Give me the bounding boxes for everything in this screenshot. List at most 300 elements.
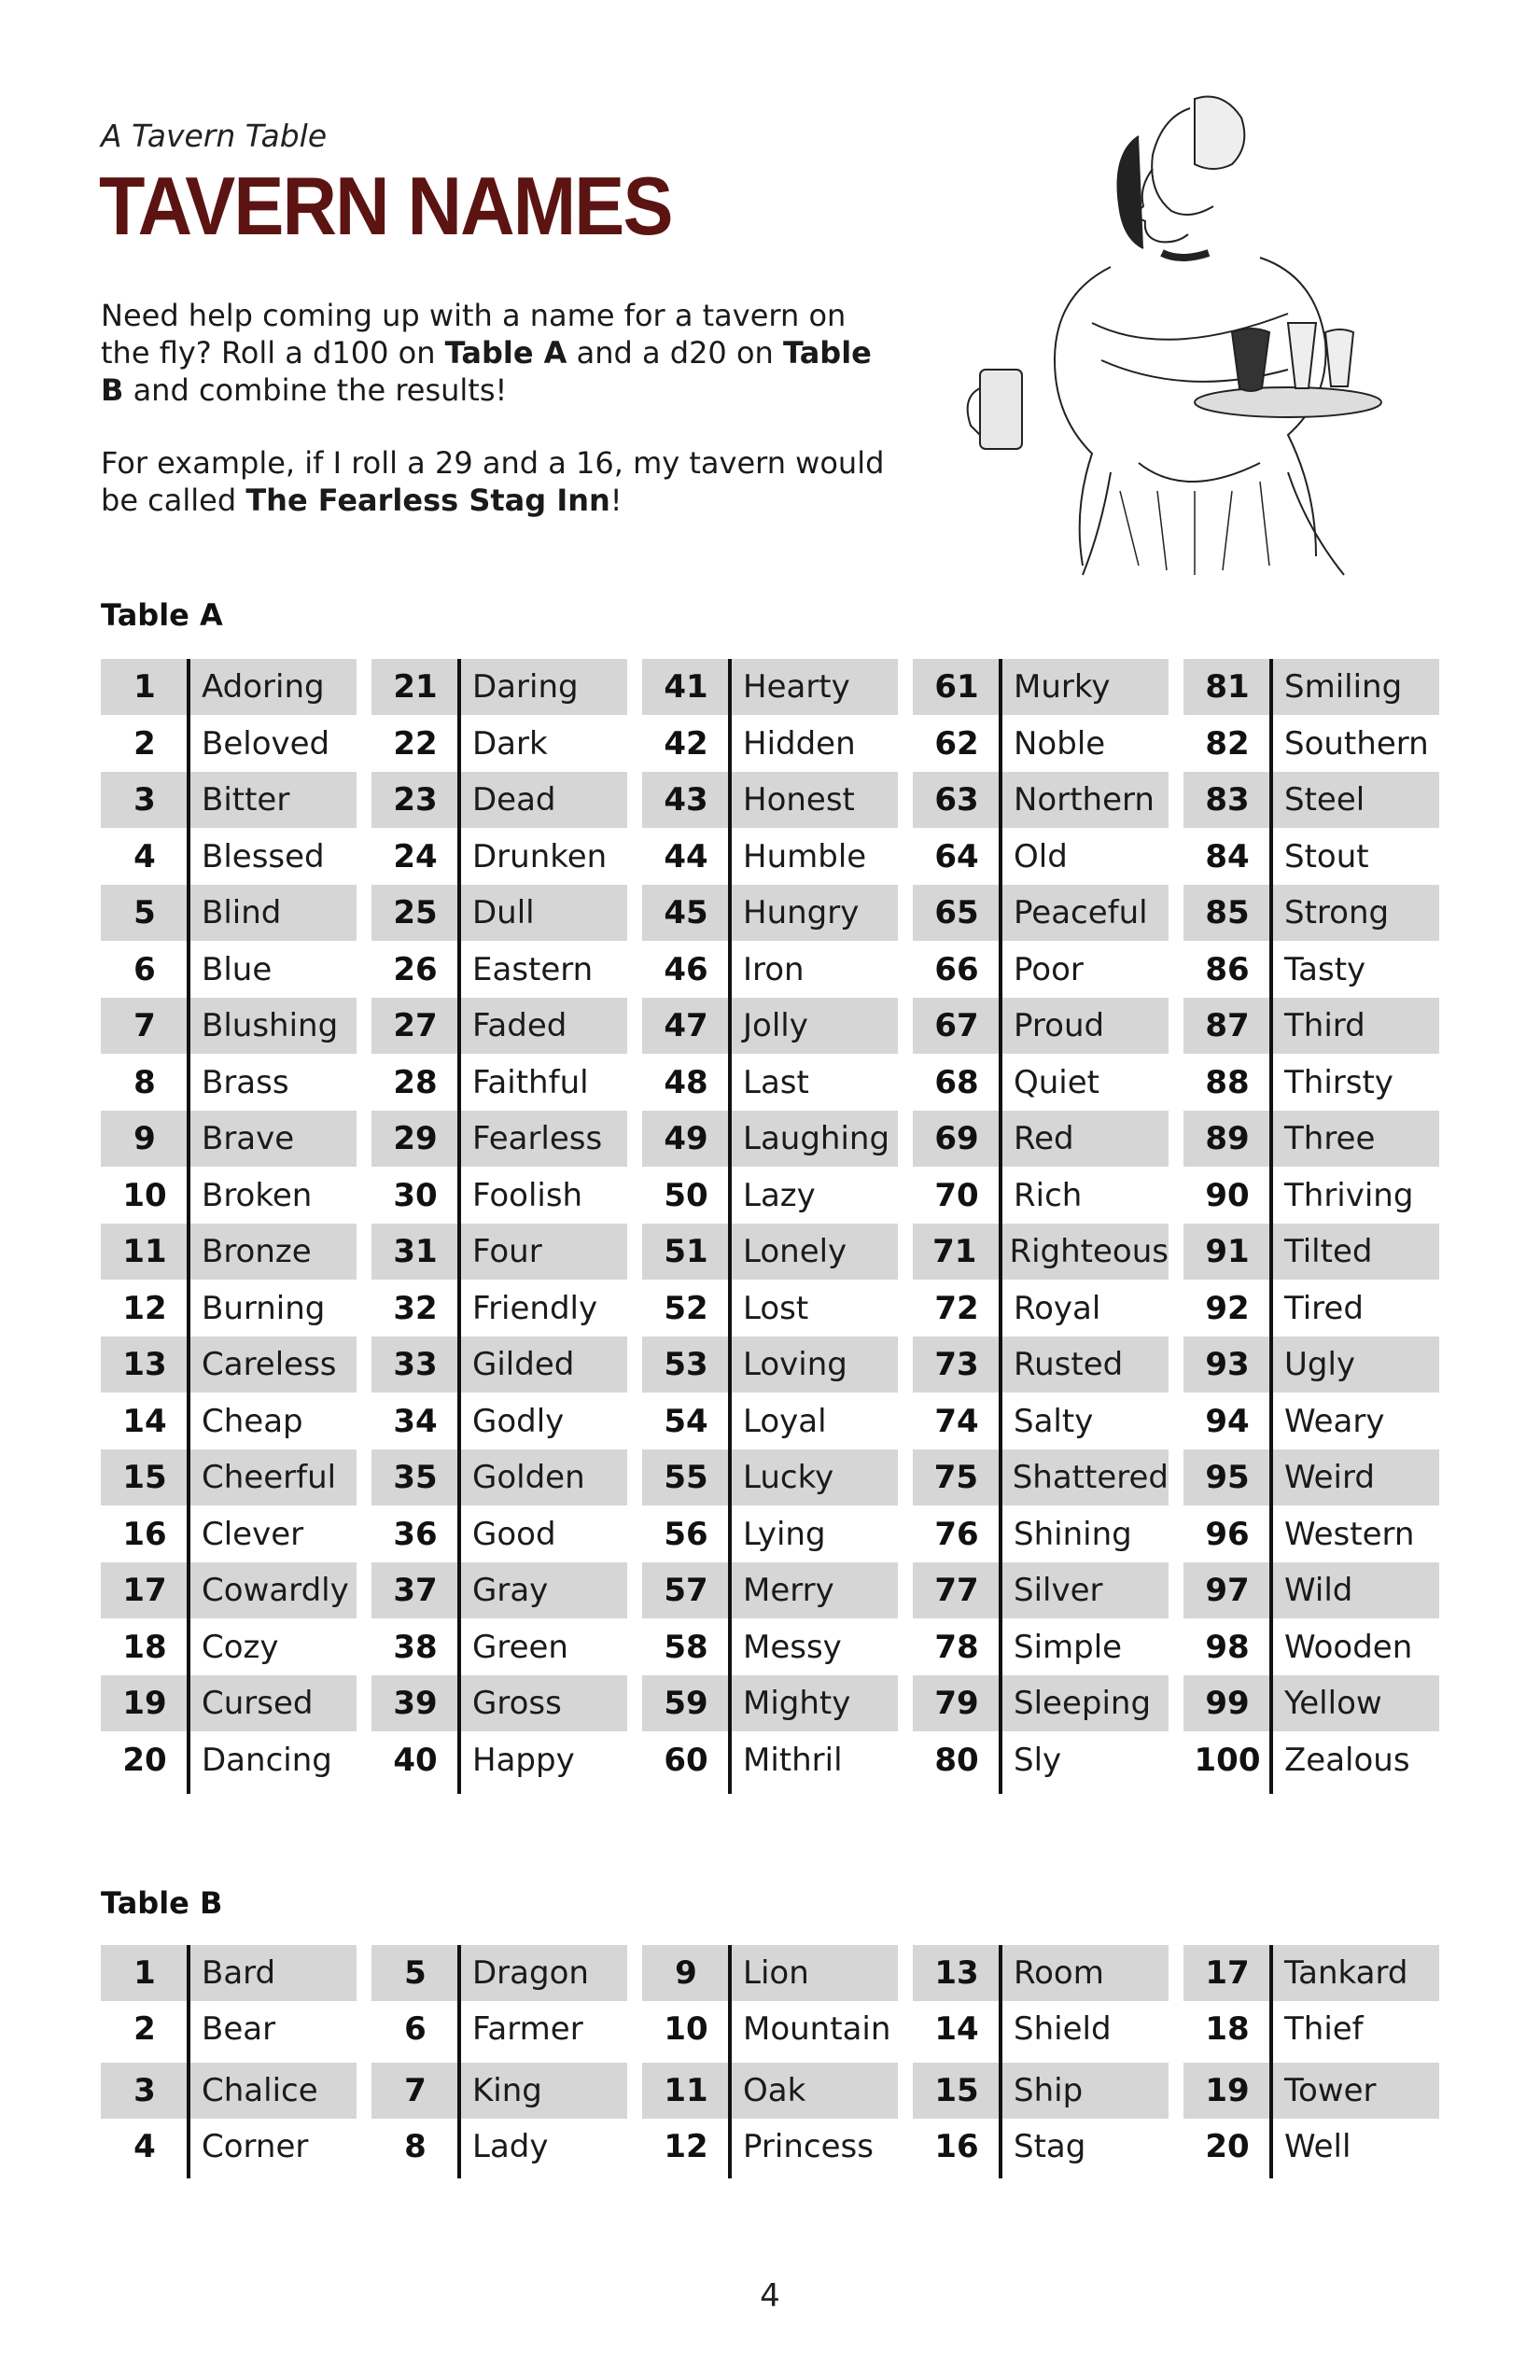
table-a-row [642,1337,898,1393]
roll-number: 49 [664,1120,708,1157]
page-number: 4 [760,2277,780,2315]
name-word: Honest [743,781,855,819]
table-a-row [642,998,898,1054]
name-word: Gray [472,1572,549,1609]
table-a-row [913,1449,1169,1505]
name-word: Brass [202,1064,289,1101]
name-word: Proud [1014,1007,1105,1044]
table-a-row [1183,772,1439,828]
table-a-row [371,1732,627,1788]
name-word: Laughing [743,1120,890,1157]
roll-number: 54 [664,1403,708,1440]
name-word: Simple [1014,1629,1123,1666]
table-a-row [101,659,357,715]
roll-number: 24 [393,838,438,875]
name-word: Tankard [1284,1954,1408,1992]
roll-number: 3 [133,2072,156,2109]
table-a-row [101,1619,357,1675]
table-a-row [101,1449,357,1505]
table-a-row [1183,659,1439,715]
table-a-row [642,1281,898,1337]
table-a-row [913,1393,1169,1449]
roll-number: 37 [393,1572,438,1609]
roll-number: 50 [664,1177,708,1214]
name-word: Smiling [1284,668,1403,706]
table-a-row [913,659,1169,715]
table-b-column [642,1945,898,2178]
name-word: Northern [1014,781,1155,819]
roll-number: 19 [1205,2072,1250,2109]
table-a-row [1183,885,1439,941]
roll-number: 51 [664,1233,708,1270]
table-a-row [1183,1337,1439,1393]
table-a-row [913,1675,1169,1731]
table-a-row [642,1055,898,1111]
roll-number: 9 [675,1954,697,1992]
table-a-row [913,1337,1169,1393]
table-a-row [1183,998,1439,1054]
roll-number: 28 [393,1064,438,1101]
table-a-row [1183,1675,1439,1731]
table-a-row [1183,1055,1439,1111]
name-word: Noble [1014,725,1106,763]
roll-number: 3 [133,781,156,819]
name-word: Hidden [743,725,856,763]
table-a-row [371,1393,627,1449]
table-a-row [913,716,1169,772]
table-a-row [1183,1168,1439,1224]
name-word: Rich [1014,1177,1083,1214]
name-word: Dark [472,725,548,763]
table-a-row [642,885,898,941]
name-word: Red [1014,1120,1074,1157]
roll-number: 6 [133,951,156,988]
table-a-row [371,942,627,998]
table-a-row [101,998,357,1054]
table-a-row [1183,1619,1439,1675]
roll-number: 81 [1205,668,1250,706]
table-b-column [101,1945,357,2178]
name-word: Foolish [472,1177,583,1214]
roll-number: 46 [664,951,708,988]
table-a-row [642,1224,898,1280]
table-a-row [101,1562,357,1618]
name-word: Bear [202,2010,276,2048]
name-word: Strong [1284,894,1390,931]
roll-number: 94 [1205,1403,1250,1440]
roll-number: 73 [934,1346,979,1383]
intro-text-segment: and a d20 on [567,335,783,371]
column-divider [457,659,461,1794]
table-b-row [101,2119,357,2175]
column-divider [457,1945,461,2178]
roll-number: 4 [133,2128,156,2165]
roll-number: 99 [1205,1685,1250,1722]
name-word: Stout [1284,838,1369,875]
roll-number: 78 [934,1629,979,1666]
table-a-row [101,885,357,941]
table-a-row [371,998,627,1054]
roll-number: 20 [122,1742,167,1779]
table-a-row [642,1506,898,1562]
roll-number: 25 [393,894,438,931]
table-b-row [371,2063,627,2119]
roll-number: 8 [133,1064,156,1101]
table-a-row [101,942,357,998]
name-word: Tired [1284,1290,1364,1327]
table-a-row [1183,716,1439,772]
name-word: Quiet [1014,1064,1100,1101]
roll-number: 71 [932,1233,977,1270]
column-divider [187,1945,190,2178]
table-a-row [913,1562,1169,1618]
roll-number: 32 [393,1290,438,1327]
name-word: Last [743,1064,809,1101]
column-divider [728,1945,732,2178]
name-word: Corner [202,2128,309,2165]
table-b-row [1183,2063,1439,2119]
table-a-row [1183,1111,1439,1167]
table-a-row [913,1619,1169,1675]
table-a-column [913,659,1169,1794]
table-b-row [913,2119,1169,2175]
name-word: Mithril [743,1742,843,1779]
roll-number: 100 [1194,1742,1261,1779]
name-word: Four [472,1233,542,1270]
roll-number: 17 [122,1572,167,1609]
roll-number: 22 [393,725,438,763]
table-a-row [913,1732,1169,1788]
name-word: Bitter [202,781,290,819]
name-word: Shining [1014,1516,1132,1553]
name-word: Princess [743,2128,874,2165]
roll-number: 86 [1205,951,1250,988]
name-word: Loving [743,1346,847,1383]
name-word: Silver [1014,1572,1103,1609]
table-a-row [101,1732,357,1788]
name-word: Ugly [1284,1346,1356,1383]
name-word: Room [1014,1954,1104,1992]
name-word: Oak [743,2072,806,2109]
table-a-column [371,659,627,1794]
roll-number: 98 [1205,1629,1250,1666]
table-a-row [913,1506,1169,1562]
roll-number: 4 [133,838,156,875]
name-word: Hearty [743,668,850,706]
name-word: Third [1284,1007,1365,1044]
name-word: Well [1284,2128,1351,2165]
roll-number: 56 [664,1516,708,1553]
table-a-row [371,1449,627,1505]
roll-number: 93 [1205,1346,1250,1383]
table-a-row [371,885,627,941]
table-a-row [371,829,627,885]
roll-number: 39 [393,1685,438,1722]
table-a-row [642,1675,898,1731]
table-a-row [642,716,898,772]
table-a-row [1183,1393,1439,1449]
table-b-row [371,1945,627,2001]
table-a-row [642,1732,898,1788]
name-word: Poor [1014,951,1084,988]
name-word: Drunken [472,838,608,875]
table-a-reference: Table A [444,335,567,371]
roll-number: 60 [664,1742,708,1779]
table-b-row [642,2119,898,2175]
roll-number: 89 [1205,1120,1250,1157]
name-word: Good [472,1516,556,1553]
roll-number: 2 [133,725,156,763]
table-a-row [101,1393,357,1449]
roll-number: 66 [934,951,979,988]
name-word: Burning [202,1290,326,1327]
name-word: Shattered [1012,1459,1169,1496]
table-a-row [101,1281,357,1337]
name-word: Mighty [743,1685,851,1722]
name-word: Ship [1014,2072,1084,2109]
table-a-row [1183,1732,1439,1788]
table-b-row [101,2001,357,2057]
roll-number: 95 [1205,1459,1250,1496]
roll-number: 76 [934,1516,979,1553]
table-a-column [642,659,898,1794]
table-a-row [913,998,1169,1054]
roll-number: 90 [1205,1177,1250,1214]
table-a-row [371,1506,627,1562]
name-word: Blushing [202,1007,339,1044]
roll-number: 47 [664,1007,708,1044]
roll-number: 96 [1205,1516,1250,1553]
table-b-row [642,2001,898,2057]
roll-number: 13 [934,1954,979,1992]
intro-text-segment: ! [609,483,623,518]
roll-number: 10 [664,2010,708,2048]
roll-number: 12 [664,2128,708,2165]
name-word: Gross [472,1685,562,1722]
table-a-row [101,1168,357,1224]
table-a-row [913,1281,1169,1337]
table-a-row [913,1168,1169,1224]
roll-number: 11 [664,2072,708,2109]
intro-text-segment: Need help coming up with a name for a tavern on the fly? Roll a d100 on [101,298,847,371]
table-a-row [642,1393,898,1449]
table-a-row [101,829,357,885]
name-word: Adoring [202,668,325,706]
roll-number: 14 [122,1403,167,1440]
name-word: Dead [472,781,556,819]
column-divider [728,659,732,1794]
name-word: Lion [743,1954,809,1992]
table-a-row [371,772,627,828]
table-b-row [913,1945,1169,2001]
name-word: Cheerful [202,1459,337,1496]
name-word: Messy [743,1629,842,1666]
column-divider [1269,659,1273,1794]
roll-number: 21 [393,668,438,706]
tavern-maid-engraving-icon [952,80,1391,584]
intro-text [101,297,903,554]
table-a-column [1183,659,1439,1794]
name-word: Lady [472,2128,549,2165]
name-word: Yellow [1284,1685,1382,1722]
table-b-row [101,2063,357,2119]
table-a-row [642,1619,898,1675]
table-a-row [371,1111,627,1167]
name-word: Blue [202,951,273,988]
table-b-row [642,1945,898,2001]
table-a-row [101,1337,357,1393]
name-word: Fearless [472,1120,603,1157]
roll-number: 48 [664,1064,708,1101]
roll-number: 68 [934,1064,979,1101]
roll-number: 65 [934,894,979,931]
roll-number: 8 [404,2128,427,2165]
name-word: Weird [1284,1459,1375,1496]
roll-number: 36 [393,1516,438,1553]
roll-number: 63 [934,781,979,819]
roll-number: 55 [664,1459,708,1496]
name-word: Eastern [472,951,594,988]
name-word: Jolly [743,1007,808,1044]
roll-number: 13 [122,1346,167,1383]
table-a-row [101,1055,357,1111]
name-word: Merry [743,1572,834,1609]
table-a-row [371,1055,627,1111]
name-word: Careless [202,1346,337,1383]
table-a-row [642,659,898,715]
roll-number: 79 [934,1685,979,1722]
intro-paragraph-1 [101,297,903,409]
table-a-grid [101,659,1445,1788]
roll-number: 1 [133,668,156,706]
table-a-label: Table A [101,597,223,633]
roll-number: 82 [1205,725,1250,763]
table-b-column [913,1945,1169,2178]
intro-text-segment: For example, if I roll a 29 and a 16, my tavern would be called [101,445,885,518]
name-word: Friendly [472,1290,598,1327]
table-a-row [913,829,1169,885]
name-word: Farmer [472,2010,583,2048]
roll-number: 38 [393,1629,438,1666]
roll-number: 87 [1205,1007,1250,1044]
table-a-row [101,1111,357,1167]
name-word: King [472,2072,542,2109]
table-b-row [371,2119,627,2175]
roll-number: 44 [664,838,708,875]
name-word: Thief [1284,2010,1364,2048]
roll-number: 57 [664,1572,708,1609]
table-b-row [371,2001,627,2057]
name-word: Cursed [202,1685,314,1722]
name-word: Happy [472,1742,575,1779]
name-word: Blind [202,894,282,931]
tavern-maid-illustration [952,80,1391,584]
name-word: Sleeping [1014,1685,1152,1722]
name-word: Dancing [202,1742,332,1779]
column-divider [999,1945,1002,2178]
roll-number: 77 [934,1572,979,1609]
roll-number: 12 [122,1290,167,1327]
name-word: Daring [472,668,579,706]
name-word: Thriving [1284,1177,1414,1214]
roll-number: 53 [664,1346,708,1383]
roll-number: 64 [934,838,979,875]
name-word: Zealous [1284,1742,1410,1779]
roll-number: 33 [393,1346,438,1383]
table-a-row [1183,829,1439,885]
roll-number: 42 [664,725,708,763]
name-word: Lonely [743,1233,847,1270]
table-b-label: Table B [101,1885,223,1921]
table-a-row [642,772,898,828]
roll-number: 72 [934,1290,979,1327]
roll-number: 69 [934,1120,979,1157]
name-word: Clever [202,1516,304,1553]
roll-number: 40 [393,1742,438,1779]
table-b-row [642,2063,898,2119]
table-a-row [642,1562,898,1618]
roll-number: 14 [934,2010,979,2048]
table-a-row [1183,1224,1439,1280]
table-a-row [371,1168,627,1224]
roll-number: 7 [133,1007,156,1044]
example-tavern-name: The Fearless Stag Inn [245,483,610,518]
name-word: Hungry [743,894,860,931]
table-a-row [913,885,1169,941]
table-a-row [101,1224,357,1280]
name-word: Dull [472,894,535,931]
table-a-row [371,1224,627,1280]
roll-number: 35 [393,1459,438,1496]
table-a-row [642,1168,898,1224]
table-a-row [101,1675,357,1731]
roll-number: 70 [934,1177,979,1214]
name-word: Godly [472,1403,565,1440]
roll-number: 58 [664,1629,708,1666]
name-word: Peaceful [1014,894,1148,931]
table-b-row [1183,1945,1439,2001]
name-word: Murky [1014,668,1111,706]
name-word: Royal [1014,1290,1101,1327]
table-a-row [913,1111,1169,1167]
name-word: Loyal [743,1403,827,1440]
table-a-row [371,1562,627,1618]
name-word: Weary [1284,1403,1385,1440]
name-word: Faithful [472,1064,589,1101]
roll-number: 31 [393,1233,438,1270]
name-word: Steel [1284,781,1365,819]
name-word: Dragon [472,1954,589,1992]
roll-number: 88 [1205,1064,1250,1101]
roll-number: 27 [393,1007,438,1044]
name-word: Lazy [743,1177,816,1214]
name-word: Shield [1014,2010,1112,2048]
roll-number: 20 [1205,2128,1250,2165]
table-a-row [1183,1449,1439,1505]
roll-number: 10 [122,1177,167,1214]
roll-number: 34 [393,1403,438,1440]
table-b-reference: Table B [101,335,872,408]
intro-paragraph-2 [101,444,903,519]
table-a-row [101,772,357,828]
roll-number: 41 [664,668,708,706]
name-word: Old [1014,838,1068,875]
table-a-row [642,1111,898,1167]
intro-text-segment: and combine the results! [123,372,508,408]
table-a-row [642,1449,898,1505]
table-a-row [1183,1506,1439,1562]
table-b-column [371,1945,627,2178]
